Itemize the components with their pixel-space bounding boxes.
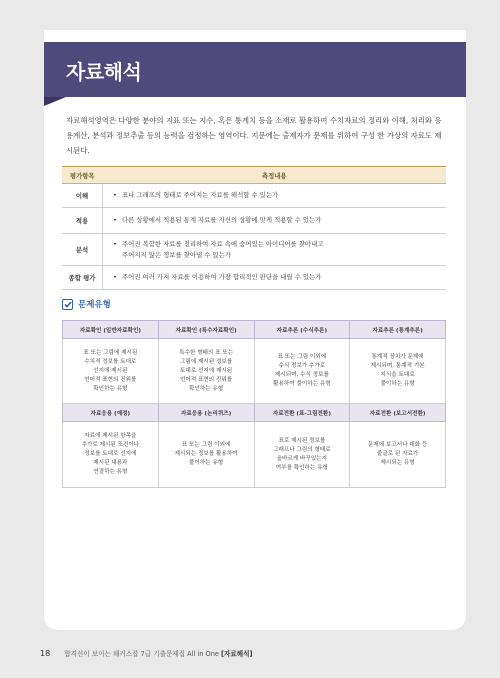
grid-body-row [63,339,446,404]
table-row [62,266,446,290]
question-types-grid [62,320,446,488]
eval-category: 적용 [62,208,103,234]
eval-description [103,234,447,266]
type-line: 풀이하는 유형 [189,460,224,466]
eval-category: 종합 평가 [62,266,103,290]
bullet-icon: • [113,191,117,199]
type-line: 토대로 선지에 제시된 [180,367,233,374]
type-header: 자료추론 (통계추론) [350,321,446,339]
type-line: 표 또는 그림에 제시된 [83,349,138,356]
type-line: 확인하는 유형 [93,385,128,392]
eval-line: 주어진 복합한 자료를 정리하여 자료 속에 숨어있는 아이디어를 찾아내고 [122,239,324,248]
type-line: 선지에 제시된 [93,367,128,374]
type-line: 자료에 제시된 항목을 [84,433,137,439]
type-line: 통계적 장치가 문제에 [371,354,424,360]
eval-line: 표나 그래프의 형태로 주어지는 자료를 해석할 수 있는가 [122,191,279,199]
eval-header-content: 측정내용 [103,167,447,184]
type-line: 제시되며, 수식 정보를 [274,372,329,378]
type-line: 표 또는 그림 이외에 [277,354,327,360]
intro-line: 처리와 응용계산, 분석과 정보추출 등의 능력을 검정하는 영역이다. 지문에는 출제자가 문제를 위하여 구성 [66,116,442,140]
table-row [62,184,446,208]
footer-section: [자료해석] [220,650,253,658]
type-line: 그림에 제시된 정보를 [180,358,233,365]
eval-line: 주어지지 않은 정보를 찾아낼 수 있는가 [122,250,231,259]
type-header: 자료확인 (일반자료확인) [63,321,159,339]
page-footer [40,648,252,658]
type-line: 제시되며, 통계적 기본 [370,363,425,369]
type-line: 활용하여 풀이하는 유형 [273,381,331,387]
eval-line: 다른 상황에서 적용된 통계 자료를 자신의 상황에 맞게 적용할 수 있는가 [122,216,322,224]
type-line: 여부를 확인하는 유형 [275,464,328,471]
type-line: 올바르게 바꾸었는지 [276,455,328,462]
type-line: 언어적 표현의 진위를 [84,376,137,383]
type-description [63,422,159,488]
type-line: 그래프나 그림의 형태로 [273,446,331,453]
eval-description [103,266,447,290]
type-line: 줄글로 된 자료가 [376,451,419,457]
type-description [158,422,254,488]
type-header: 자료응용 (예정) [63,404,159,422]
type-line: 수식 정보가 추가로 [278,363,326,369]
type-line: 추가로 제시된 조건이나 [81,442,140,448]
eval-category: 이해 [62,184,103,208]
type-line: 특수한 형태의 표 또는 [179,349,234,356]
type-description [254,339,350,404]
eval-header-category: 평가항목 [62,167,103,184]
question-types-heading [62,298,111,310]
type-line: 제시되는 정보를 활용하여 [174,451,238,457]
type-header: 자료추론 (수식추론) [254,321,350,339]
type-line: 문제에 보고서나 대화 등 [367,442,428,448]
bullet-icon: • [113,273,117,281]
type-line: 연결하는 유형 [93,469,128,475]
type-header: 자료전환 (표-그림전환) [254,404,350,422]
type-description [350,339,446,404]
type-description [350,422,446,488]
eval-description [103,184,447,208]
type-line: 언어적 표현의 진위를 [180,376,233,383]
type-description [254,422,350,488]
eval-description [103,208,447,234]
type-header: 자료응용 (논리퀴즈) [158,404,254,422]
grid-header-row [63,404,446,422]
intro-line: 한 가상의 자료도 제시된다. [66,131,442,155]
type-line: 제시되는 유형 [380,460,415,466]
grid-header-row [63,321,446,339]
type-line: 제시된 내용과 [93,460,128,466]
page-title: 자료해석 [66,60,142,84]
intro-line: 자료해석영역은 다양한 분야의 지표 또는 지수, 혹은 통계치 등을 소재로 활용하여 수치자료의 정리와 이해, [66,116,409,125]
footer-book-title: 합격선이 보이는 해커스잡 7급 기출문제집 All in One [64,650,219,658]
intro-paragraph [66,113,446,158]
type-line: 확인하는 유형 [189,385,224,392]
type-line: 정보를 토대로 선지에 [84,451,137,457]
bullet-icon: • [113,239,117,248]
table-row [62,234,446,266]
type-line: 풀이하는 유형 [380,381,415,387]
eval-category: 분석 [62,234,103,266]
type-line: 수치적 정보를 토대로 [84,358,137,365]
checkbox-check-icon [62,299,73,310]
table-row [62,208,446,234]
eval-line: 주어진 여러 가지 자료를 이용하여 가장 합리적인 판단을 내릴 수 있는가 [122,273,322,281]
question-types-label: 문제유형 [78,300,111,310]
type-line: 지식을 토대로 [380,372,415,378]
bullet-icon: • [113,216,117,224]
type-header: 자료전환 (보고서전환) [350,404,446,422]
type-header: 자료확인 (특수자료확인) [158,321,254,339]
type-description [158,339,254,404]
type-line: 표로 제시된 정보를 [278,437,326,444]
page-number: 18 [40,648,51,658]
type-line: 표 또는 그림 이외에 [181,442,231,448]
banner-fold [44,97,66,106]
type-description [63,339,159,404]
grid-body-row [63,422,446,488]
evaluation-table [62,166,446,290]
